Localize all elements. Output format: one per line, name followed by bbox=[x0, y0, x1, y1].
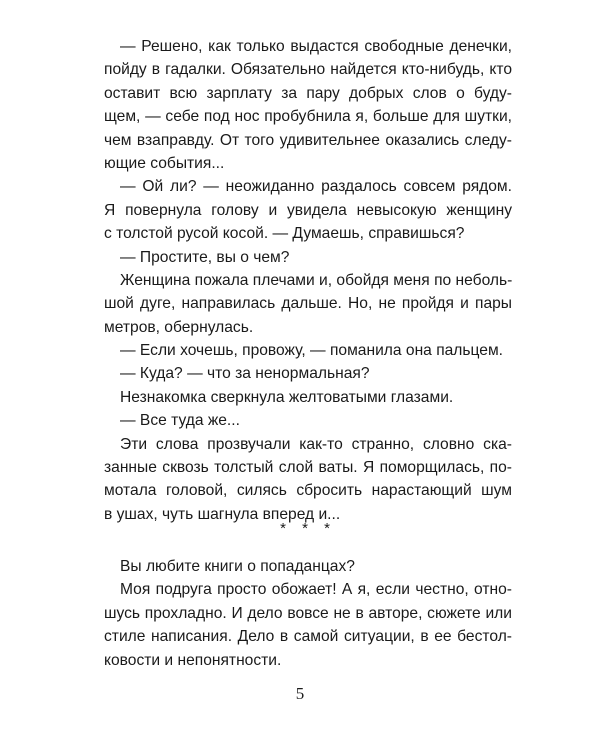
paragraph bbox=[104, 269, 512, 339]
paragraph bbox=[104, 246, 512, 269]
paragraph bbox=[104, 386, 512, 409]
text-line: — Ой ли? — неожиданно раздалось совсем рядом. bbox=[120, 178, 512, 196]
text-line: — Все туда же... bbox=[120, 412, 240, 430]
paragraph bbox=[104, 35, 512, 175]
text-line: в ушах, чуть шагнула вперед и... bbox=[104, 505, 341, 523]
text-line: — Простите, вы о чем? bbox=[120, 248, 290, 266]
text-line: — Решено, как только выдастся свободные денечки, bbox=[120, 38, 512, 55]
text-block-part1 bbox=[104, 35, 512, 526]
paragraph bbox=[104, 555, 512, 578]
paragraph bbox=[104, 433, 512, 527]
text-line: Вы любите книги о попаданцах? bbox=[120, 558, 355, 575]
text-line: Эти слова прозвучали как-то странно, словно ска- bbox=[120, 435, 512, 453]
text-line: чем взаправду. От того удивительнее оказались следу- bbox=[104, 131, 512, 149]
paragraph bbox=[104, 409, 512, 432]
paragraph bbox=[104, 175, 512, 245]
page-number: 5 bbox=[295, 684, 305, 703]
text-line: Я повернула голову и увидела невысокую женщину bbox=[104, 201, 512, 219]
text-line: Незнакомка сверкнула желтоватыми глазами. bbox=[120, 388, 454, 406]
paragraph bbox=[104, 578, 512, 672]
text-line: метров, обернулась. bbox=[104, 318, 254, 336]
text-line: занные сквозь толстый слой ваты. Я поморщилась, по- bbox=[104, 459, 512, 477]
text-line: щем, — себе под нос пробубнила я, больше для шутки, bbox=[104, 108, 512, 126]
text-line: ковости и непонятности. bbox=[104, 651, 282, 669]
paragraph bbox=[104, 362, 512, 385]
text-line: мотала головой, силясь сбросить нарастающий шум bbox=[104, 482, 512, 500]
text-line: Моя подруга просто обожает! А я, если честно, отно- bbox=[120, 581, 512, 599]
text-line: с толстой русой косой. — Думаешь, справишься? bbox=[104, 225, 465, 243]
text-line: стиле написания. Дело в самой ситуации, в ее бестол- bbox=[104, 628, 512, 646]
text-line: — Куда? — что за ненормальная? bbox=[120, 365, 370, 383]
text-line: оставит всю зарплату за пару добрых слов о буду- bbox=[104, 84, 512, 102]
paragraph bbox=[104, 339, 512, 362]
text-line: ющие события... bbox=[104, 154, 225, 172]
text-line: пойду в гадалки. Обязательно найдется кто-нибудь, кто bbox=[104, 61, 512, 79]
text-line: шой дуге, направилась дальше. Но, не пройдя и пары bbox=[104, 295, 512, 313]
text-line: — Если хочешь, провожу, — поманила она пальцем. bbox=[120, 342, 504, 360]
section-separator: * * * bbox=[280, 520, 336, 537]
text-block-part2 bbox=[104, 555, 512, 672]
text-line: шусь прохладно. И дело вовсе не в авторе, сюжете или bbox=[104, 604, 512, 622]
text-line: Женщина пожала плечами и, обойдя меня по неболь- bbox=[120, 271, 513, 289]
